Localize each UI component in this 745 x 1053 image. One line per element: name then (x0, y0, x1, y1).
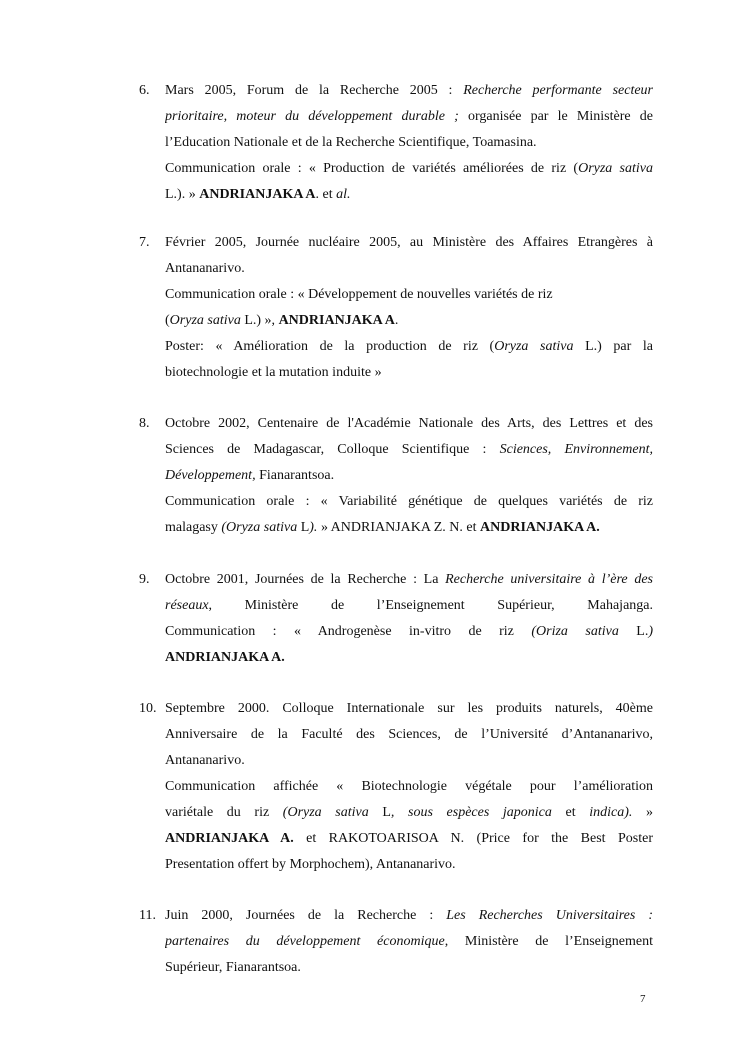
item-number: 9. (139, 572, 150, 587)
item-number: 10. (139, 701, 157, 716)
item-number: 6. (139, 83, 150, 98)
item-number: 7. (139, 235, 150, 250)
page-number: 7 (640, 993, 646, 1005)
item-number: 8. (139, 416, 150, 431)
item-number: 11. (139, 908, 156, 923)
document-page: 6. Mars 2005, Forum de la Recherche 2005 : Recherche performante secteur prioritaire, moteur du développement durable ; organisée par le Ministère de l’Education Nationale et de la Recherche Scientifique, Toamasina. Communication orale : « Production de variétés améliorées de riz (Oryza sativa L.). » ANDRIANJAKA A. et al. 7. Février 2005, Journée nucléaire 2005, au Ministère des Affaires Etrangères à Antananarivo. Communication orale : « Développement de nouvelles variétés de riz (Oryza sativa L.) », ANDRIANJAKA A. Poster: « Amélioration de la production de riz (Oryza sativa L.) par la biotechnologie et la mutation induite » 8. Octobre 2002, Centenaire de l'Académie Nationale des Arts, des Lettres et des Sciences de Madagascar, Colloque Scientifique : Sciences, Environnement, Développement, Fianarantsoa. Communication orale : « Variabilité génétique de quelques variétés de riz malagasy (Oryza sativa L). » ANDRIANJAKA Z. N. et ANDRIANJAKA A. 9. Octobre 2001, Journées de la Recherche : La Recherche universitaire à l’ère des réseaux, Ministère de l’Enseignement Supérieur, Mahajanga. Communication : « Androgenèse in-vitro de riz (Oriza sativa L.) ANDRIANJAKA A. 10. Septembre 2000. Colloque Internationale sur les produits naturels, 40ème Anniversaire de la Faculté des Sciences, de l’Université d’Antananarivo, Antananarivo. Communication affichée « Biotechnologie végétale pour l’amélioration variétale du riz (Oryza sativa L, sous espèces japonica et indica). » ANDRIANJAKA A. et RAKOTOARISOA N. (Price for the Best Poster Presentation offert by Morphochem), Antananarivo. 11. Juin 2000, Journées de la Recherche : Les Recherches Universitaires : partenaires du développement économique, Ministère de l’Enseignement Supérieur, Fianarantsoa. 7 (0, 0, 745, 1053)
